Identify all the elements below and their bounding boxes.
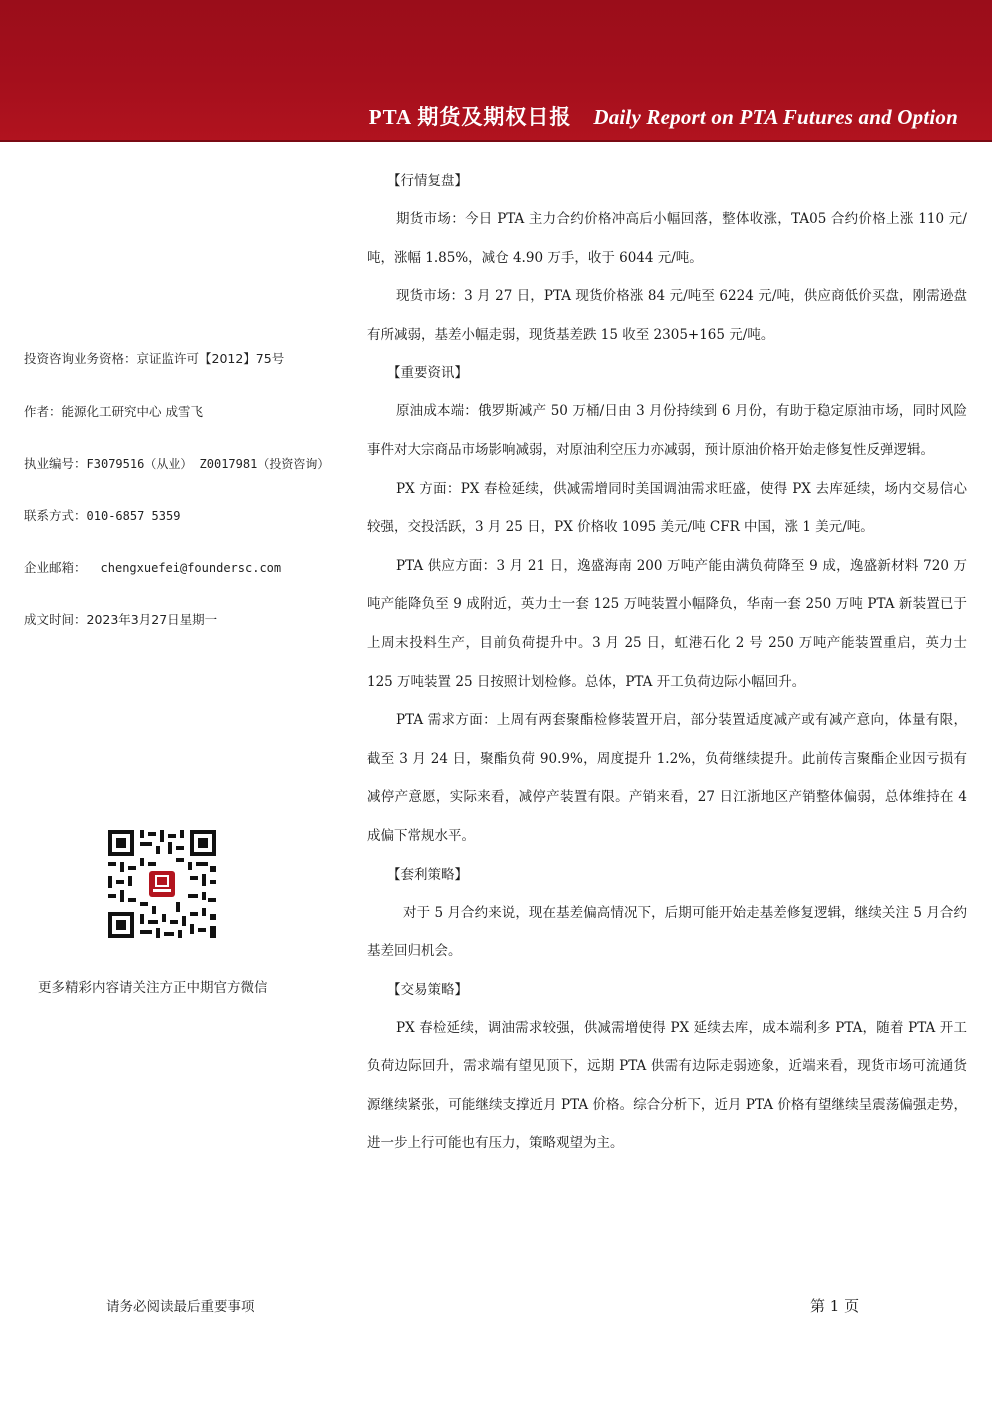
email-label: 企业邮箱：: [24, 560, 87, 575]
paragraph-pta-supply: PTA 供应方面：3 月 21 日，逸盛海南 200 万吨产能由满负荷降至 9 成，逸盛新材料 720 万吨产能降负至 9 成附近，英力士一套 125 万吨装置小幅降负，华南一套 250 万吨 PTA 新装置已于上周末投料生产，目前负荷提升中。3 月 25 日，虹港石化 2 号 250 万吨产能装置重启，英力士 125 万吨装置 25 日按照计划检修。总体，PTA 开工负荷边际小幅回升。: [367, 557, 967, 690]
paragraph-px: PX 方面：PX 春检延续，供减需增同时美国调油需求旺盛，使得 PX 去库延续，场内交易信心较强，交投活跃，3 月 25 日，PX 价格收 1095 美元/吨 CFR 中国，涨 1 美元/吨。: [367, 480, 967, 536]
license-label: 执业编号：: [24, 456, 87, 471]
license-value: F3079516（从业） Z0017981（投资咨询）: [86, 457, 330, 471]
header-divider: [0, 140, 992, 142]
footer-notice: 请务必阅读最后重要事项: [106, 1299, 255, 1315]
license-number: [24, 454, 329, 472]
page-number: 第 1 页: [810, 1297, 860, 1315]
paragraph-crude-cost: 原油成本端：俄罗斯减产 50 万桶/日由 3 月份持续到 6 月份，有助于稳定原油市场，同时风险事件对大宗商品市场影响减弱，对原油利空压力亦减弱，预计原油价格开始走修复性反弹逻辑。: [367, 403, 967, 458]
section-heading-trading: 【交易策略】: [387, 981, 468, 998]
contact-value: 010-6857 5359: [86, 509, 181, 523]
email-value[interactable]: chengxuefei@foundersc.com: [100, 561, 282, 575]
wechat-qr-code: [106, 828, 218, 940]
section-heading-review: 【行情复盘】: [387, 173, 468, 189]
paragraph-spot-market: 现货市场：3 月 27 日，PTA 现货价格涨 84 元/吨至 6224 元/吨，供应商低价买盘，刚需逊盘有所减弱，基差小幅走弱，现货基差跌 15 收至 2305+165 元/吨。: [367, 288, 967, 343]
report-title-cn: PTA 期货及期权日报: [368, 105, 572, 129]
paragraph-arbitrage: 对于 5 月合约来说，现在基差偏高情况下，后期可能开始走基差修复逻辑，继续关注 5 月合约基差回归机会。: [367, 904, 967, 960]
contact-info: [24, 506, 180, 524]
report-title: [369, 101, 958, 131]
paragraph-futures-market: 期货市场：今日 PTA 主力合约价格冲高后小幅回落，整体收涨，TA05 合约价格上涨 110 元/吨，涨幅 1.85%，减仓 4.90 万手，收于 6044 元/吨。: [367, 211, 967, 266]
paragraph-pta-demand: PTA 需求方面：上周有两套聚酯检修装置开启，部分装置适度减产或有减产意向，体量有限，截至 3 月 24 日，聚酯负荷 90.9%，周度提升 1.2%，负荷继续提升。此前传言聚酯企业因亏损有减停产意愿，实际来看，减停产装置有限。产销来看，27 日江浙地区产销整体偏弱，总体维持在 4 成偏下常规水平。: [367, 712, 967, 844]
report-body: [367, 162, 967, 1163]
email-info: [24, 558, 281, 576]
paragraph-trading: PX 春检延续，调油需求较强，供减需增使得 PX 延续去库，成本端利多 PTA，随着 PTA 开工负荷边际回升，需求端有望见顶下，远期 PTA 供需有边际走弱迹象，近端来看，现货市场可流通货源继续紧张，可能继续支撑近月 PTA 价格。综合分析下，近月 PTA 价格有望继续呈震荡偏强走势，进一步上行可能也有压力，策略观望为主。: [367, 1019, 967, 1152]
qr-caption: 更多精彩内容请关注方正中期官方微信: [38, 980, 268, 996]
section-heading-arbitrage: 【套利策略】: [387, 866, 468, 883]
contact-label: 联系方式：: [24, 508, 87, 523]
written-date: 成文时间：2023年3月27日星期一: [24, 612, 218, 627]
report-title-en: Daily Report on PTA Futures and Option: [593, 105, 958, 129]
qualification-text: 投资咨询业务资格：京证监许可【2012】75号: [24, 351, 285, 366]
author-text: 作者：能源化工研究中心 成雪飞: [24, 404, 203, 419]
section-heading-news: 【重要资讯】: [387, 365, 468, 382]
